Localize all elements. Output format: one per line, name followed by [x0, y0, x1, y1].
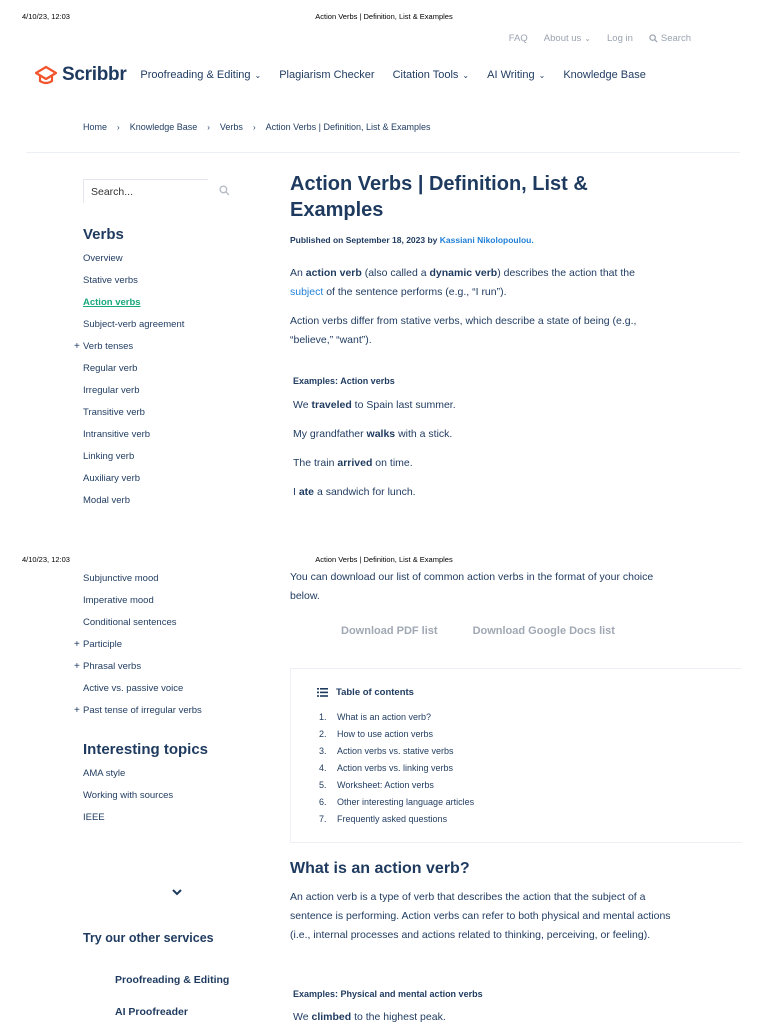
subject-link[interactable]: subject [290, 285, 324, 298]
sidebar-item-label: Regular verb [83, 363, 138, 374]
toc-num: 7. [319, 814, 327, 824]
divider [26, 152, 740, 153]
sidebar-item-label: Active vs. passive voice [83, 683, 184, 694]
list-icon [317, 688, 328, 697]
example-sentence [293, 1011, 446, 1023]
utility-nav [509, 33, 691, 44]
sidebar-item-label: Subject-verb agreement [83, 319, 185, 330]
toc-num: 3. [319, 746, 327, 756]
example-sentence [293, 457, 413, 469]
nav-ai-writing[interactable] [487, 69, 545, 81]
services-list [115, 974, 229, 1024]
examples-label: Examples: Action verbs [293, 376, 395, 386]
verb: climbed [311, 1011, 352, 1023]
service-proofreading[interactable]: Proofreading & Editing [115, 974, 230, 986]
download-paragraph: You can download our list of common action verbs in the format of your choice below. [290, 571, 654, 602]
sidebar-item-conditional-sentences[interactable] [83, 618, 202, 640]
table-of-contents [290, 668, 742, 843]
example-sentence [293, 486, 416, 498]
sidebar-item-auxiliary-verb[interactable] [83, 474, 184, 496]
verb: traveled [311, 399, 352, 411]
text: to the highest peak. [351, 1011, 446, 1023]
toc-num: 6. [319, 797, 327, 807]
section-heading: What is an action verb? [290, 860, 470, 877]
toc-item[interactable] [319, 712, 474, 729]
chevron-down-icon: ⌄ [462, 70, 470, 80]
toc-label: Other interesting language articles [337, 797, 475, 807]
verb: arrived [337, 457, 373, 469]
sidebar-item-action-verbs[interactable] [83, 298, 184, 320]
toc-label: Action verbs vs. linking verbs [337, 763, 454, 773]
sidebar-item-verb-tenses[interactable] [74, 341, 184, 364]
author-link[interactable]: Kassiani Nikolopoulou. [439, 235, 534, 245]
chevron-right-icon: › [252, 122, 256, 132]
term-action-verb: action verb [305, 267, 362, 279]
services-title: Try our other services [83, 931, 214, 945]
sidebar-item-label: Verb tenses [83, 341, 134, 352]
toc-num: 4. [319, 763, 327, 773]
expand-plus-icon[interactable]: + [74, 639, 80, 650]
search-icon[interactable] [219, 185, 230, 196]
breadcrumb [83, 122, 431, 132]
page-title: Action Verbs | Definition, List & Examples [290, 173, 588, 221]
text: to Spain last summer. [351, 399, 456, 411]
chevron-down-icon [171, 887, 183, 897]
expand-plus-icon[interactable]: + [74, 661, 80, 672]
chevron-right-icon: › [207, 122, 210, 132]
sidebar-list [74, 573, 202, 728]
logo-text: Scribbr [62, 64, 127, 85]
breadcrumb-knowledge-base[interactable]: Knowledge Base [129, 122, 198, 132]
text: of the sentence performs (e.g., “I run”). [323, 285, 507, 298]
download-buttons [341, 625, 615, 637]
sidebar-item-stative-verbs[interactable] [83, 276, 184, 298]
nav-proofreading[interactable] [140, 69, 261, 81]
print-date: 4/10/23, 12:03 [22, 12, 70, 21]
sidebar-item-label: Past tense of irregular verbs [83, 705, 202, 716]
nav-plagiarism-checker[interactable]: Plagiarism Checker [279, 69, 375, 81]
text: with a stick. [395, 428, 453, 440]
byline [290, 235, 534, 245]
sidebar-item-irregular-verb[interactable] [83, 386, 184, 408]
verb: ate [298, 486, 315, 498]
sidebar-item-subject-verb-agreement[interactable] [83, 320, 184, 342]
sidebar-item-intransitive-verb[interactable] [83, 430, 184, 452]
sidebar-item-transitive-verb[interactable] [83, 408, 184, 430]
term-dynamic-verb: dynamic verb [429, 267, 498, 279]
sidebar-item-label: Irregular verb [83, 385, 140, 396]
verb: walks [366, 428, 396, 440]
sidebar-search [83, 179, 238, 203]
toc-num: 5. [319, 780, 327, 790]
toc-list [319, 712, 474, 831]
sidebar-item-phrasal-verbs[interactable] [74, 661, 202, 684]
nav-proofreading-label: Proofreading & Editing [140, 69, 251, 81]
download-gdocs-button[interactable]: Download Google Docs list [472, 625, 615, 637]
print-date: 4/10/23, 12:03 [22, 555, 70, 564]
toc-item[interactable] [319, 763, 474, 780]
text: We [293, 399, 312, 411]
print-header [0, 555, 768, 569]
sidebar-item-label: Action verbs [83, 297, 141, 308]
intro-paragraph [290, 264, 670, 302]
sidebar-item-overview[interactable] [83, 254, 184, 276]
nav-ai-writing-label: AI Writing [487, 69, 535, 81]
breadcrumb-verbs[interactable]: Verbs [219, 122, 243, 132]
toc-label: Frequently asked questions [337, 814, 448, 824]
chevron-down-icon: ⌄ [254, 70, 262, 80]
sidebar-item-label: Auxiliary verb [83, 473, 141, 484]
sidebar-item-label: Phrasal verbs [83, 661, 142, 672]
nav-citation-tools-label: Citation Tools [392, 69, 459, 81]
sidebar-item-imperative-mood[interactable] [83, 596, 202, 618]
text: We [293, 1011, 312, 1023]
paragraph-stative: Action verbs differ from stative verbs, which describe a state of being (e.g., “believe,” “want”). [290, 315, 637, 346]
sidebar-item-label: Linking verb [83, 451, 135, 462]
text: (also called a [361, 267, 430, 279]
toc-header [317, 687, 414, 698]
search-label: Search [660, 33, 691, 44]
sidebar-item-label: Conditional sentences [83, 617, 177, 628]
toc-item[interactable] [319, 780, 474, 797]
toc-label: What is an action verb? [337, 712, 432, 722]
toc-item[interactable] [319, 746, 474, 763]
toc-label: Worksheet: Action verbs [337, 780, 434, 790]
nav-citation-tools[interactable] [393, 69, 470, 81]
topics-title: Interesting topics [83, 741, 209, 758]
sidebar-item-subjunctive-mood[interactable] [83, 574, 202, 596]
section-paragraph: An action verb is a type of verb that describes the action that the subject of a sentence is performing. Action verbs can refer to both physical and mental actions (i.e., internal processes and actions related to thinking, perceiving, or feeling). [290, 891, 671, 941]
sidebar-item-modal-verb[interactable] [83, 496, 184, 518]
main-nav [34, 64, 646, 86]
sidebar-item-label: Intransitive verb [83, 429, 151, 440]
expand-plus-icon[interactable]: + [74, 705, 80, 716]
text: a sandwich for lunch. [314, 486, 416, 498]
sidebar-title: Verbs [83, 226, 124, 243]
logo[interactable] [34, 64, 126, 86]
sidebar-item-label: Imperative mood [83, 595, 154, 606]
chevron-right-icon: › [117, 122, 120, 132]
sidebar-item-participle[interactable] [74, 639, 202, 662]
toc-item[interactable] [319, 814, 474, 831]
sidebar-item-regular-verb[interactable] [83, 364, 184, 386]
scribbr-logo-icon [34, 64, 58, 86]
text: An [290, 267, 306, 279]
text: My grandfather [293, 428, 367, 440]
toc-label: Action verbs vs. stative verbs [337, 746, 454, 756]
sidebar-list [74, 253, 185, 518]
text: The train [293, 457, 338, 469]
sidebar-item-label: Overview [83, 253, 123, 264]
toc-title: Table of contents [336, 687, 414, 698]
expand-button[interactable] [171, 884, 183, 902]
search-link[interactable] [649, 33, 691, 44]
sidebar-search-input[interactable] [83, 179, 208, 203]
topics-list [83, 769, 173, 835]
example-sentence [293, 399, 456, 411]
print-header [0, 12, 768, 26]
text: on time. [372, 457, 413, 469]
faq-link[interactable]: FAQ [508, 33, 528, 44]
toc-num: 2. [319, 729, 327, 739]
download-pdf-button[interactable]: Download PDF list [341, 625, 438, 637]
expand-plus-icon[interactable]: + [74, 341, 80, 352]
nav-knowledge-base[interactable]: Knowledge Base [563, 69, 646, 81]
sidebar-item-past-tense-irregular[interactable] [74, 705, 202, 728]
about-us-label: About us [543, 33, 582, 44]
toc-num: 1. [319, 712, 327, 722]
topic-working-with-sources[interactable]: Working with sources [83, 790, 174, 801]
sidebar-item-label: Subjunctive mood [83, 573, 159, 584]
topic-ama-style[interactable]: AMA style [83, 768, 126, 779]
about-us-link[interactable] [544, 33, 591, 44]
byline-prefix: Published on September 18, 2023 by [290, 235, 440, 245]
sidebar-item-label: Transitive verb [83, 407, 145, 418]
sidebar-item-linking-verb[interactable] [83, 452, 184, 474]
sidebar-item-label: Stative verbs [83, 275, 138, 286]
sidebar-item-label: Participle [83, 639, 123, 650]
search-icon [649, 34, 658, 43]
toc-item[interactable] [319, 729, 474, 746]
topic-ieee[interactable]: IEEE [83, 812, 105, 823]
chevron-down-icon: ⌄ [538, 70, 546, 80]
toc-item[interactable] [319, 797, 474, 814]
toc-label: How to use action verbs [337, 729, 434, 739]
print-title: Action Verbs | Definition, List & Examples [315, 12, 453, 21]
examples-label: Examples: Physical and mental action verbs [293, 989, 483, 999]
breadcrumb-current[interactable]: Action Verbs | Definition, List & Examples [265, 122, 431, 132]
sidebar-item-label: Modal verb [83, 495, 130, 506]
service-ai-proofreader[interactable]: AI Proofreader [115, 1006, 188, 1018]
print-title: Action Verbs | Definition, List & Examples [315, 555, 453, 564]
text: I [293, 486, 299, 498]
sidebar-item-active-passive-voice[interactable] [83, 684, 202, 706]
chevron-down-icon: ⌄ [584, 34, 591, 43]
login-link[interactable]: Log in [607, 33, 633, 44]
text: ) describes the action that the [497, 267, 635, 279]
example-sentence [293, 428, 452, 440]
breadcrumb-home[interactable]: Home [83, 122, 108, 132]
